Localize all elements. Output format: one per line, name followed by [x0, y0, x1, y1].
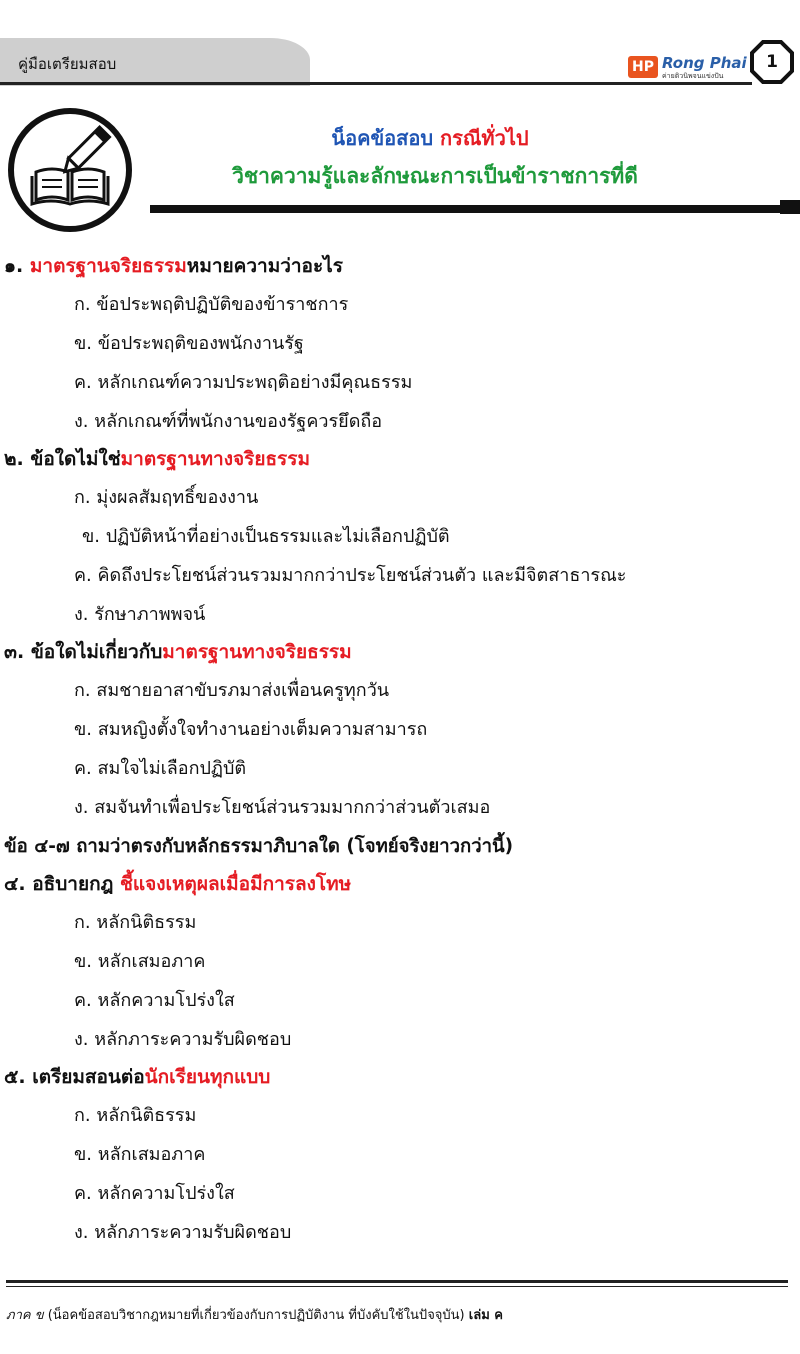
- option-item: ง. หลักเกณฑ์ที่พนักงานของรัฐควรยึดถือ: [74, 411, 383, 432]
- question-prefix: ๔. อธิบายกฎ: [4, 873, 120, 895]
- title-banner: [0, 100, 800, 230]
- option-item: ง. หลักภาระความรับผิดชอบ: [74, 1029, 292, 1050]
- banner-underline: [150, 205, 800, 213]
- banner-underline-end: [780, 200, 800, 214]
- banner-title-main: น็อคข้อสอบ: [331, 126, 441, 150]
- option-item: ง. รักษาภาพพจน์: [74, 604, 206, 625]
- page-number: 1: [766, 52, 778, 72]
- question-prefix: ๕. เตรียมสอนต่อ: [4, 1066, 145, 1088]
- page-number-badge: [750, 40, 794, 84]
- question-5: [0, 1059, 800, 1096]
- question-highlight: มาตรฐานทางจริยธรรม: [120, 448, 310, 470]
- question-prefix: ๓. ข้อใดไม่เกี่ยวกับ: [4, 641, 163, 663]
- footer-text: (น็อคข้อสอบวิชากฎหมายที่เกี่ยวข้องกับการปฏิบัติงาน ที่บังคับใช้ในปัจจุบัน): [43, 1308, 469, 1323]
- logo-tagline: ค่ายติวนิพจนแข่งปัน: [662, 72, 724, 80]
- page-header: [0, 0, 800, 100]
- option-item: ก. สมชายอาสาขับรภมาส่งเพื่อนครูทุกวัน: [74, 680, 390, 701]
- banner-subtitle: วิชาความรู้และลักษณะการเป็นข้าราชการที่ดี: [232, 164, 638, 188]
- footer-part: ภาค ข: [6, 1308, 44, 1323]
- banner-title: [0, 122, 800, 154]
- option-item: ค. สมใจไม่เลือกปฏิบัติ: [74, 758, 247, 779]
- question-1: [0, 248, 800, 285]
- option-item: ข. หลักเสมอภาค: [74, 1144, 206, 1165]
- footer-divider-thin: [6, 1286, 788, 1287]
- question-prefix: ๑.: [4, 255, 30, 277]
- question-highlight: ชี้แจงเหตุผลเมื่อมีการลงโทษ: [119, 873, 352, 895]
- question-prefix: ๒. ข้อใดไม่ใช่: [4, 448, 121, 470]
- option-item: ก. มุ่งผลสัมฤทธิ์ของงาน: [74, 487, 259, 508]
- question-suffix: หมายความว่าอะไร: [186, 255, 343, 277]
- header-divider: [0, 82, 752, 85]
- header-label: คู่มือเตรียมสอบ: [18, 55, 117, 73]
- question-highlight: มาตรฐานทางจริยธรรม: [162, 641, 352, 663]
- option-item: ข. ข้อประพฤติของพนักงานรัฐ: [74, 333, 304, 354]
- section-note: ข้อ ๔-๗ ถามว่าตรงกับหลักธรรมาภิบาลใด (โจทย์จริงยาวกว่านี้): [4, 836, 514, 857]
- option-item: ง. สมจันทำเพื่อประโยชน์ส่วนรวมมากกว่าส่วนตัวเสมอ: [74, 797, 491, 818]
- logo-name: Rong Phai: [662, 54, 747, 72]
- option-item: ง. หลักภาระความรับผิดชอบ: [74, 1222, 292, 1243]
- option-item: ค. หลักเกณฑ์ความประพฤติอย่างมีคุณธรรม: [74, 372, 413, 393]
- page-footer: [6, 1304, 503, 1325]
- question-4: [0, 866, 800, 903]
- option-item: ข. สมหญิงตั้งใจทำงานอย่างเต็มความสามารถ: [74, 719, 428, 740]
- question-3: [0, 634, 800, 671]
- option-item: ก. หลักนิติธรรม: [74, 1105, 197, 1126]
- footer-divider: [6, 1280, 788, 1283]
- option-item: ค. หลักความโปร่งใส: [74, 1183, 235, 1204]
- question-list: [0, 248, 800, 1252]
- option-item: ก. ข้อประพฤติปฏิบัติของข้าราชการ: [74, 294, 349, 315]
- option-item: ข. หลักเสมอภาค: [74, 951, 206, 972]
- question-2: [0, 441, 800, 478]
- rong-phai-logo: [628, 50, 748, 80]
- option-item: ข. ปฏิบัติหน้าที่อย่างเป็นธรรมและไม่เลือกปฏิบัติ: [82, 526, 450, 547]
- option-item: ค. คิดถึงประโยชน์ส่วนรวมมากกว่าประโยชน์ส่วนตัว และมีจิตสาธารณะ: [74, 565, 627, 586]
- question-highlight: มาตรฐานจริยธรรม: [29, 255, 187, 277]
- option-item: ก. หลักนิติธรรม: [74, 912, 197, 933]
- banner-title-highlight: กรณีทั่วไป: [440, 126, 529, 150]
- option-item: ค. หลักความโปร่งใส: [74, 990, 235, 1011]
- logo-mark: HP: [628, 56, 658, 78]
- question-highlight: นักเรียนทุกแบบ: [144, 1066, 271, 1088]
- footer-volume: เล่ม ค: [468, 1308, 503, 1323]
